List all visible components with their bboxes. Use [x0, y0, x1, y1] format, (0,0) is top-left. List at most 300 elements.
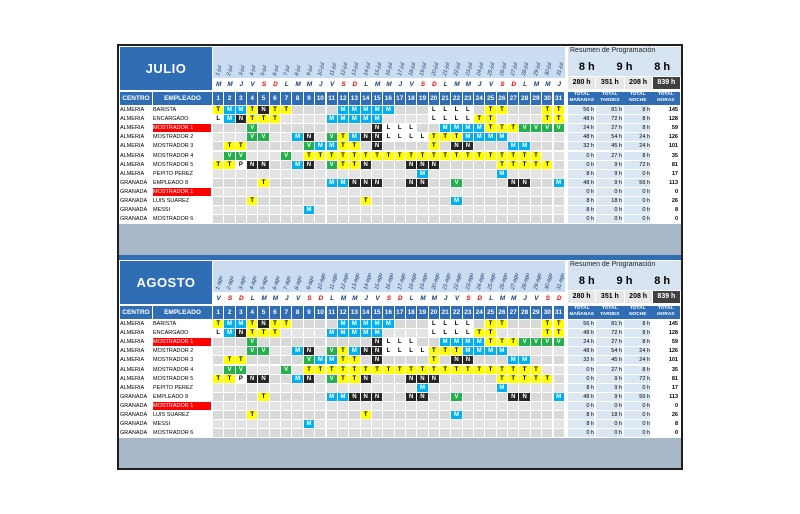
shift-cell[interactable]: T — [497, 124, 507, 132]
empleado-cell[interactable]: MOSTRADOR 4 — [153, 152, 194, 159]
shift-cell[interactable]: M — [474, 124, 484, 132]
shift-cell[interactable]: N — [247, 161, 257, 169]
empleado-cell[interactable]: MOSTRADOR 1 — [153, 124, 211, 132]
shift-cell[interactable] — [395, 329, 405, 337]
shift-cell[interactable]: N — [463, 142, 473, 150]
shift-cell[interactable] — [429, 188, 439, 196]
shift-cell[interactable]: N — [451, 356, 461, 364]
shift-cell[interactable] — [236, 429, 246, 437]
shift-cell[interactable]: T — [485, 338, 495, 346]
shift-cell[interactable] — [349, 402, 359, 410]
shift-cell[interactable] — [474, 393, 484, 401]
shift-cell[interactable] — [361, 215, 371, 223]
shift-cell[interactable]: T — [395, 152, 405, 160]
shift-cell[interactable]: N — [463, 356, 473, 364]
shift-cell[interactable] — [224, 420, 234, 428]
shift-cell[interactable] — [372, 197, 382, 205]
shift-cell[interactable]: M — [440, 124, 450, 132]
shift-cell[interactable] — [361, 170, 371, 178]
shift-cell[interactable] — [542, 402, 552, 410]
shift-cell[interactable] — [338, 429, 348, 437]
shift-cell[interactable] — [508, 411, 518, 419]
shift-cell[interactable] — [315, 329, 325, 337]
shift-cell[interactable] — [213, 206, 223, 214]
shift-cell[interactable] — [406, 402, 416, 410]
shift-cell[interactable] — [315, 170, 325, 178]
shift-cell[interactable] — [542, 429, 552, 437]
shift-cell[interactable]: T — [304, 366, 314, 374]
shift-cell[interactable] — [383, 329, 393, 337]
shift-cell[interactable] — [440, 393, 450, 401]
shift-cell[interactable]: L — [463, 115, 473, 123]
shift-cell[interactable]: M — [497, 347, 507, 355]
shift-cell[interactable] — [236, 170, 246, 178]
shift-cell[interactable] — [315, 375, 325, 383]
shift-cell[interactable] — [338, 402, 348, 410]
shift-cell[interactable] — [213, 402, 223, 410]
shift-cell[interactable] — [440, 411, 450, 419]
shift-cell[interactable] — [236, 188, 246, 196]
shift-cell[interactable] — [474, 215, 484, 223]
shift-cell[interactable]: T — [338, 142, 348, 150]
shift-cell[interactable] — [519, 170, 529, 178]
shift-cell[interactable] — [531, 142, 541, 150]
shift-cell[interactable] — [236, 338, 246, 346]
shift-cell[interactable] — [485, 375, 495, 383]
shift-cell[interactable]: T — [508, 366, 518, 374]
shift-cell[interactable] — [292, 124, 302, 132]
shift-cell[interactable] — [474, 402, 484, 410]
shift-cell[interactable]: L — [463, 329, 473, 337]
shift-cell[interactable] — [327, 338, 337, 346]
shift-cell[interactable]: T — [440, 133, 450, 141]
shift-cell[interactable] — [247, 393, 257, 401]
shift-cell[interactable] — [508, 197, 518, 205]
shift-cell[interactable]: M — [372, 320, 382, 328]
shift-cell[interactable]: V — [451, 393, 461, 401]
shift-cell[interactable] — [304, 188, 314, 196]
shift-cell[interactable] — [406, 170, 416, 178]
shift-cell[interactable] — [315, 347, 325, 355]
shift-cell[interactable] — [258, 411, 268, 419]
shift-cell[interactable] — [304, 106, 314, 114]
shift-cell[interactable] — [531, 420, 541, 428]
shift-cell[interactable]: T — [247, 329, 257, 337]
shift-cell[interactable] — [463, 384, 473, 392]
shift-cell[interactable]: M — [338, 106, 348, 114]
shift-cell[interactable] — [531, 206, 541, 214]
shift-cell[interactable]: T — [497, 366, 507, 374]
shift-cell[interactable] — [213, 366, 223, 374]
shift-cell[interactable] — [315, 384, 325, 392]
shift-cell[interactable]: M — [497, 133, 507, 141]
shift-cell[interactable] — [497, 402, 507, 410]
empleado-cell[interactable]: MOSTRADOR 6 — [153, 216, 194, 223]
shift-cell[interactable] — [429, 338, 439, 346]
shift-cell[interactable]: L — [440, 115, 450, 123]
shift-cell[interactable] — [395, 420, 405, 428]
empleado-cell[interactable]: MESSI — [153, 421, 171, 428]
shift-cell[interactable] — [258, 366, 268, 374]
shift-cell[interactable]: M — [463, 133, 473, 141]
shift-cell[interactable] — [440, 179, 450, 187]
empleado-cell[interactable]: MOSTRADOR 2 — [153, 134, 194, 141]
shift-cell[interactable] — [519, 115, 529, 123]
shift-cell[interactable] — [451, 170, 461, 178]
shift-cell[interactable] — [270, 356, 280, 364]
shift-cell[interactable] — [429, 411, 439, 419]
shift-cell[interactable] — [224, 347, 234, 355]
shift-cell[interactable] — [213, 384, 223, 392]
shift-cell[interactable]: T — [485, 329, 495, 337]
shift-cell[interactable] — [281, 384, 291, 392]
empleado-cell[interactable]: PEPITO PEREZ — [153, 170, 193, 177]
shift-cell[interactable] — [304, 320, 314, 328]
shift-cell[interactable] — [497, 420, 507, 428]
shift-cell[interactable] — [292, 206, 302, 214]
shift-cell[interactable] — [213, 356, 223, 364]
shift-cell[interactable]: T — [531, 366, 541, 374]
shift-cell[interactable]: T — [349, 152, 359, 160]
shift-cell[interactable]: T — [258, 329, 268, 337]
shift-cell[interactable] — [349, 170, 359, 178]
shift-cell[interactable]: M — [292, 375, 302, 383]
shift-cell[interactable]: T — [349, 356, 359, 364]
shift-cell[interactable]: L — [395, 133, 405, 141]
shift-cell[interactable] — [270, 347, 280, 355]
shift-cell[interactable] — [451, 375, 461, 383]
shift-cell[interactable] — [327, 188, 337, 196]
shift-cell[interactable]: N — [361, 393, 371, 401]
shift-cell[interactable]: T — [372, 366, 382, 374]
shift-cell[interactable] — [270, 411, 280, 419]
shift-cell[interactable] — [315, 411, 325, 419]
shift-cell[interactable]: M — [463, 124, 473, 132]
shift-cell[interactable]: T — [485, 366, 495, 374]
shift-cell[interactable] — [519, 188, 529, 196]
shift-cell[interactable] — [542, 215, 552, 223]
shift-cell[interactable] — [395, 197, 405, 205]
shift-cell[interactable]: N — [508, 179, 518, 187]
shift-cell[interactable]: L — [406, 133, 416, 141]
shift-cell[interactable] — [474, 411, 484, 419]
shift-cell[interactable] — [519, 411, 529, 419]
shift-cell[interactable] — [338, 206, 348, 214]
empleado-cell[interactable]: MOSTRADOR 3 — [153, 357, 194, 364]
shift-cell[interactable] — [213, 429, 223, 437]
shift-cell[interactable] — [440, 142, 450, 150]
shift-cell[interactable]: T — [451, 366, 461, 374]
empleado-cell[interactable]: MOSTRADOR 5 — [153, 161, 194, 168]
shift-cell[interactable] — [417, 106, 427, 114]
shift-cell[interactable]: L — [429, 106, 439, 114]
shift-cell[interactable] — [485, 393, 495, 401]
shift-cell[interactable] — [292, 215, 302, 223]
empleado-cell[interactable]: MOSTRADOR 4 — [153, 366, 194, 373]
shift-cell[interactable]: L — [417, 133, 427, 141]
shift-cell[interactable]: T — [247, 115, 257, 123]
shift-cell[interactable] — [395, 161, 405, 169]
shift-cell[interactable]: T — [327, 366, 337, 374]
shift-cell[interactable] — [315, 133, 325, 141]
shift-cell[interactable] — [372, 375, 382, 383]
shift-cell[interactable] — [258, 152, 268, 160]
shift-cell[interactable]: N — [372, 142, 382, 150]
shift-cell[interactable] — [406, 115, 416, 123]
shift-cell[interactable] — [247, 366, 257, 374]
shift-cell[interactable] — [281, 420, 291, 428]
shift-cell[interactable]: N — [417, 393, 427, 401]
shift-cell[interactable] — [429, 384, 439, 392]
shift-cell[interactable]: M — [327, 179, 337, 187]
shift-cell[interactable]: M — [292, 347, 302, 355]
shift-cell[interactable]: T — [236, 356, 246, 364]
shift-cell[interactable]: T — [315, 366, 325, 374]
shift-cell[interactable]: L — [440, 320, 450, 328]
shift-cell[interactable]: T — [429, 356, 439, 364]
shift-cell[interactable] — [485, 429, 495, 437]
shift-cell[interactable]: N — [349, 393, 359, 401]
shift-cell[interactable] — [270, 375, 280, 383]
shift-cell[interactable] — [247, 188, 257, 196]
shift-cell[interactable] — [247, 384, 257, 392]
shift-cell[interactable] — [542, 411, 552, 419]
shift-cell[interactable] — [497, 197, 507, 205]
shift-cell[interactable] — [508, 188, 518, 196]
shift-cell[interactable] — [315, 429, 325, 437]
shift-cell[interactable]: T — [463, 366, 473, 374]
shift-cell[interactable]: L — [440, 329, 450, 337]
shift-cell[interactable]: V — [258, 347, 268, 355]
shift-cell[interactable] — [531, 215, 541, 223]
shift-cell[interactable]: T — [519, 161, 529, 169]
shift-cell[interactable] — [281, 188, 291, 196]
empleado-cell[interactable]: MOSTRADOR 6 — [153, 430, 194, 437]
shift-cell[interactable] — [554, 347, 564, 355]
shift-cell[interactable]: T — [338, 375, 348, 383]
shift-cell[interactable]: M — [349, 133, 359, 141]
shift-cell[interactable] — [554, 170, 564, 178]
shift-cell[interactable] — [349, 124, 359, 132]
shift-cell[interactable]: V — [304, 142, 314, 150]
shift-cell[interactable] — [349, 338, 359, 346]
shift-cell[interactable]: T — [554, 115, 564, 123]
shift-cell[interactable] — [383, 215, 393, 223]
empleado-cell[interactable]: ENCARGADO — [153, 330, 189, 337]
shift-cell[interactable] — [508, 347, 518, 355]
shift-cell[interactable] — [474, 320, 484, 328]
shift-cell[interactable]: V — [247, 124, 257, 132]
shift-cell[interactable] — [292, 188, 302, 196]
shift-cell[interactable]: V — [281, 152, 291, 160]
shift-cell[interactable] — [497, 329, 507, 337]
shift-cell[interactable]: T — [247, 106, 257, 114]
shift-cell[interactable] — [406, 320, 416, 328]
shift-cell[interactable]: N — [258, 320, 268, 328]
shift-cell[interactable] — [236, 384, 246, 392]
shift-cell[interactable] — [292, 106, 302, 114]
shift-cell[interactable]: T — [440, 366, 450, 374]
shift-cell[interactable]: N — [361, 179, 371, 187]
shift-cell[interactable] — [463, 393, 473, 401]
shift-cell[interactable] — [281, 338, 291, 346]
shift-cell[interactable] — [224, 133, 234, 141]
shift-cell[interactable] — [406, 106, 416, 114]
shift-cell[interactable] — [315, 420, 325, 428]
shift-cell[interactable]: V — [531, 124, 541, 132]
shift-cell[interactable] — [224, 188, 234, 196]
shift-cell[interactable] — [213, 215, 223, 223]
shift-cell[interactable] — [213, 338, 223, 346]
shift-cell[interactable]: N — [304, 347, 314, 355]
shift-cell[interactable] — [281, 356, 291, 364]
shift-cell[interactable] — [474, 170, 484, 178]
shift-cell[interactable]: M — [315, 356, 325, 364]
shift-cell[interactable] — [531, 188, 541, 196]
shift-cell[interactable] — [213, 152, 223, 160]
shift-cell[interactable]: M — [338, 329, 348, 337]
shift-cell[interactable]: T — [508, 375, 518, 383]
shift-cell[interactable] — [270, 393, 280, 401]
shift-cell[interactable] — [281, 133, 291, 141]
shift-cell[interactable] — [213, 124, 223, 132]
shift-cell[interactable]: M — [361, 115, 371, 123]
shift-cell[interactable] — [213, 411, 223, 419]
shift-cell[interactable] — [474, 375, 484, 383]
shift-cell[interactable]: T — [485, 124, 495, 132]
shift-cell[interactable] — [270, 170, 280, 178]
shift-cell[interactable] — [383, 179, 393, 187]
shift-cell[interactable] — [327, 206, 337, 214]
shift-cell[interactable]: M — [383, 106, 393, 114]
shift-cell[interactable] — [315, 402, 325, 410]
shift-cell[interactable] — [304, 338, 314, 346]
shift-cell[interactable] — [247, 420, 257, 428]
shift-cell[interactable] — [292, 320, 302, 328]
shift-cell[interactable] — [281, 179, 291, 187]
shift-cell[interactable]: M — [327, 329, 337, 337]
shift-cell[interactable] — [519, 197, 529, 205]
shift-cell[interactable] — [281, 161, 291, 169]
shift-cell[interactable]: T — [247, 320, 257, 328]
shift-cell[interactable]: T — [485, 106, 495, 114]
shift-cell[interactable]: N — [236, 329, 246, 337]
shift-cell[interactable] — [372, 188, 382, 196]
shift-cell[interactable]: M — [327, 393, 337, 401]
shift-cell[interactable] — [554, 188, 564, 196]
shift-cell[interactable] — [327, 215, 337, 223]
shift-cell[interactable] — [327, 411, 337, 419]
shift-cell[interactable]: V — [247, 347, 257, 355]
shift-cell[interactable] — [451, 384, 461, 392]
shift-cell[interactable]: M — [327, 142, 337, 150]
shift-cell[interactable] — [497, 411, 507, 419]
shift-cell[interactable]: T — [531, 375, 541, 383]
shift-cell[interactable]: N — [417, 375, 427, 383]
shift-cell[interactable] — [247, 215, 257, 223]
shift-cell[interactable]: V — [327, 161, 337, 169]
shift-cell[interactable] — [429, 429, 439, 437]
shift-cell[interactable]: M — [463, 338, 473, 346]
shift-cell[interactable] — [417, 188, 427, 196]
shift-cell[interactable] — [281, 375, 291, 383]
shift-cell[interactable]: L — [383, 124, 393, 132]
shift-cell[interactable]: N — [258, 106, 268, 114]
shift-cell[interactable] — [395, 393, 405, 401]
shift-cell[interactable] — [406, 429, 416, 437]
shift-cell[interactable] — [338, 188, 348, 196]
shift-cell[interactable]: T — [338, 133, 348, 141]
shift-cell[interactable]: T — [429, 152, 439, 160]
shift-cell[interactable] — [224, 206, 234, 214]
shift-cell[interactable]: N — [349, 179, 359, 187]
shift-cell[interactable] — [474, 197, 484, 205]
shift-cell[interactable]: M — [485, 347, 495, 355]
shift-cell[interactable] — [395, 375, 405, 383]
shift-cell[interactable] — [383, 384, 393, 392]
shift-cell[interactable] — [372, 170, 382, 178]
shift-cell[interactable]: T — [451, 152, 461, 160]
shift-cell[interactable]: T — [281, 320, 291, 328]
shift-cell[interactable]: L — [451, 115, 461, 123]
shift-cell[interactable] — [463, 206, 473, 214]
shift-cell[interactable] — [292, 411, 302, 419]
shift-cell[interactable] — [508, 170, 518, 178]
shift-cell[interactable]: N — [429, 161, 439, 169]
empleado-cell[interactable]: MOSTRADOR 2 — [153, 348, 194, 355]
shift-cell[interactable] — [508, 384, 518, 392]
shift-cell[interactable] — [372, 429, 382, 437]
shift-cell[interactable] — [383, 115, 393, 123]
shift-cell[interactable] — [406, 197, 416, 205]
shift-cell[interactable] — [270, 188, 280, 196]
shift-cell[interactable] — [451, 420, 461, 428]
shift-cell[interactable] — [236, 402, 246, 410]
shift-cell[interactable] — [304, 384, 314, 392]
shift-cell[interactable] — [497, 115, 507, 123]
shift-cell[interactable] — [270, 402, 280, 410]
shift-cell[interactable]: V — [327, 133, 337, 141]
shift-cell[interactable]: L — [463, 320, 473, 328]
shift-cell[interactable] — [372, 411, 382, 419]
shift-cell[interactable]: M — [349, 347, 359, 355]
shift-cell[interactable]: M — [451, 411, 461, 419]
shift-cell[interactable]: N — [372, 133, 382, 141]
shift-cell[interactable]: M — [224, 320, 234, 328]
shift-cell[interactable] — [554, 411, 564, 419]
shift-cell[interactable] — [395, 429, 405, 437]
shift-cell[interactable] — [247, 356, 257, 364]
shift-cell[interactable] — [304, 170, 314, 178]
shift-cell[interactable]: M — [304, 206, 314, 214]
shift-cell[interactable] — [485, 356, 495, 364]
shift-cell[interactable] — [270, 124, 280, 132]
shift-cell[interactable] — [247, 179, 257, 187]
shift-cell[interactable] — [417, 420, 427, 428]
shift-cell[interactable] — [440, 161, 450, 169]
shift-cell[interactable]: V — [519, 338, 529, 346]
shift-cell[interactable] — [304, 402, 314, 410]
shift-cell[interactable] — [315, 338, 325, 346]
shift-cell[interactable] — [429, 206, 439, 214]
shift-cell[interactable]: M — [338, 115, 348, 123]
shift-cell[interactable] — [236, 393, 246, 401]
shift-cell[interactable]: N — [236, 115, 246, 123]
shift-cell[interactable] — [281, 206, 291, 214]
shift-cell[interactable]: T — [474, 115, 484, 123]
shift-cell[interactable] — [542, 179, 552, 187]
shift-cell[interactable] — [349, 206, 359, 214]
